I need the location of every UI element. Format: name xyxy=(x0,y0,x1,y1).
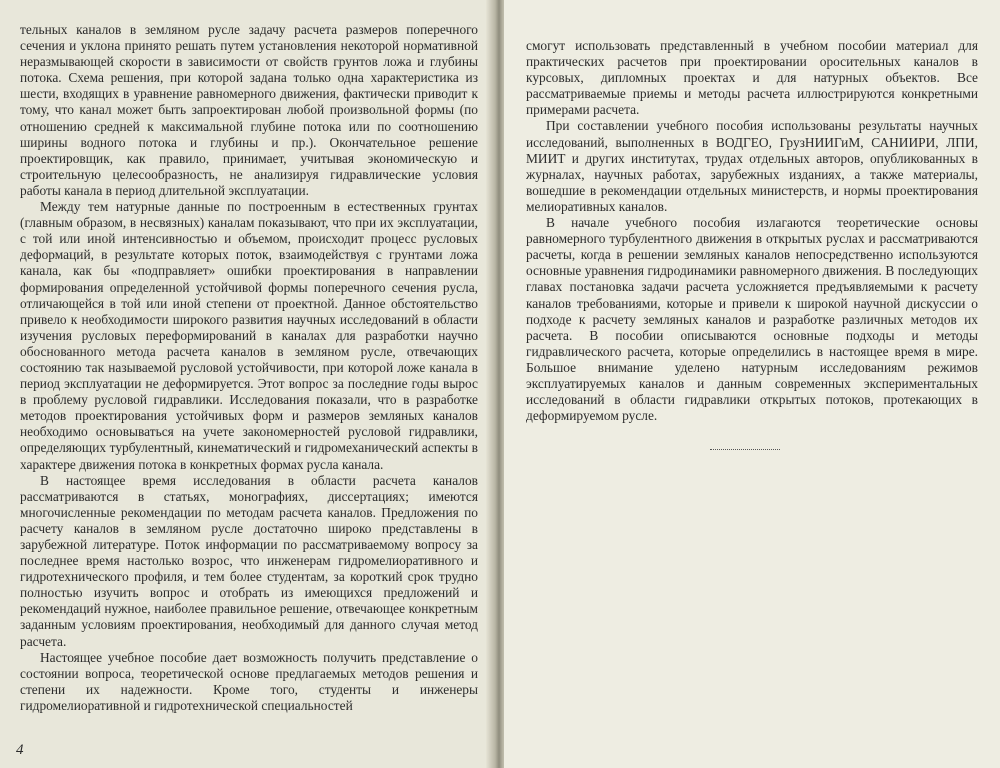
left-paragraph-2: Между тем натурные данные по построенным в естественных грунтах (главным образом, в несвязных) каналам показывают, что при их эксплуатации, с той или иной интенсивностью и объемом, происходит процесс русловых деформаций, в результате которых поток, взаимодействуя с грунтами ложа канала, как бы «подправляет» ошибки проектирования в направлении формирования определенной устойчивой формы поперечного сечения русла, отличающейся в той или иной степени от проектной. Данное обстоятельство привело к необходимости широкого развития научных исследований в области изучения русловых переформирований в каналах для разработки научно обоснованного метода расчета каналов в земляном русле, отвечающих состоянию так называемой русловой устойчивости, при которой ложе канала в период эксплуатации не деформируется. Этот вопрос за последние годы вырос в проблему русловой гидравлики. Исследования показали, что в разработке методов проектирования устойчивых форм и размеров земляных каналов необходимо основываться на учете закономерностей русловой гидравлики, определяющих турбулентный, кинематический и гидромеханический аспекты в характере движения потока в конкретных формах русла канала. xyxy=(20,199,478,472)
left-page xyxy=(0,0,494,768)
page-number: 4 xyxy=(16,742,24,758)
left-paragraph-1: тельных каналов в земляном русле задачу расчета размеров поперечного сечения и уклона принято решать путем установления некоторой нормативной неразмывающей скорости в зависимости от свойств грунтов ложа и глубины потока. Схема решения, при которой задана только одна характеристика из шести, входящих в уравнение равномерного движения, фактически приводит к тому, что канал может быть запроектирован любой произвольной формы (по отношению средней к максимальной глубине потока или по соотношению ширины водного потока и глубины и пр.). Окончательное решение проектировщик, как правило, принимает, учитывая экономическую и строительную целесообразность, не анализируя гидравлические условия работы канала в период длительной эксплуатации. xyxy=(20,22,478,198)
left-page-text xyxy=(20,22,478,714)
right-paragraph-2: При составлении учебного пособия использованы результаты научных исследований, выполненных в ВОДГЕО, ГрузНИИГиМ, САНИИРИ, ЛПИ, МИИТ и других институтах, трудах отдельных авторов, опубликованных в журналах, научных работах, зарубежных изданиях, а также материалы, вошедшие в рекомендации отдельных министерств, и нормы проектирования мелиоративных каналов. xyxy=(526,118,978,214)
right-page xyxy=(504,0,1000,768)
right-paragraph-1: смогут использовать представленный в учебном пособии материал для практических расчетов при проектировании оросительных каналов в курсовых, дипломных проектах и для натурных объектов. Все рассматриваемые приемы и методы расчета иллюстрируются конкретными примерами расчета. xyxy=(526,38,978,118)
end-of-section-rule xyxy=(710,449,780,450)
right-page-text xyxy=(526,38,978,424)
right-paragraph-3: В начале учебного пособия излагаются теоретические основы равномерного турбулентного движения в открытых руслах и рассматриваются расчеты, когда в решении земляных каналов непосредственно используются основные уравнения гидродинамики равномерного движения. В последующих главах постановка задачи расчета усложняется предъявляемыми к расчету каналов требованиями, которые и привели к широкой научной дискуссии о подходе к расчету земляных каналов и разработке различных методов их расчета. В пособии описываются основные подходы и методы гидравлического расчета, которые определились в настоящее время в мире. Большое внимание уделено натурным исследованиям режимов эксплуатируемых каналов и данным современных экспериментальных исследований в области гидравлики открытых потоков, протекающих в деформируемом русле. xyxy=(526,215,978,424)
left-paragraph-4: Настоящее учебное пособие дает возможность получить представление о состоянии вопроса, теоретической основе предлагаемых методов решения и степени их надежности. Кроме того, студенты и инженеры гидромелиоративной и гидротехнической специальностей xyxy=(20,649,478,713)
left-paragraph-3: В настоящее время исследования в области расчета каналов рассматриваются в статьях, монографиях, диссертациях; имеются многочисленные рекомендации по методам расчета каналов. Предложения по расчету каналов в земляном русле достаточно широко представлены в зарубежной литературе. Поток информации по рассматриваемому вопросу за последнее время настолько возрос, что инженерам гидромелиоративного и гидротехнического профиля, и тем более студентам, за короткий срок трудно полностью изучить вопрос и отобрать из имеющихся предложений и рекомендаций нужное, наиболее правильное решение, отвечающее конкретным заданным условиям проектирования, необходимый для данного случая метод расчета. xyxy=(20,472,478,649)
